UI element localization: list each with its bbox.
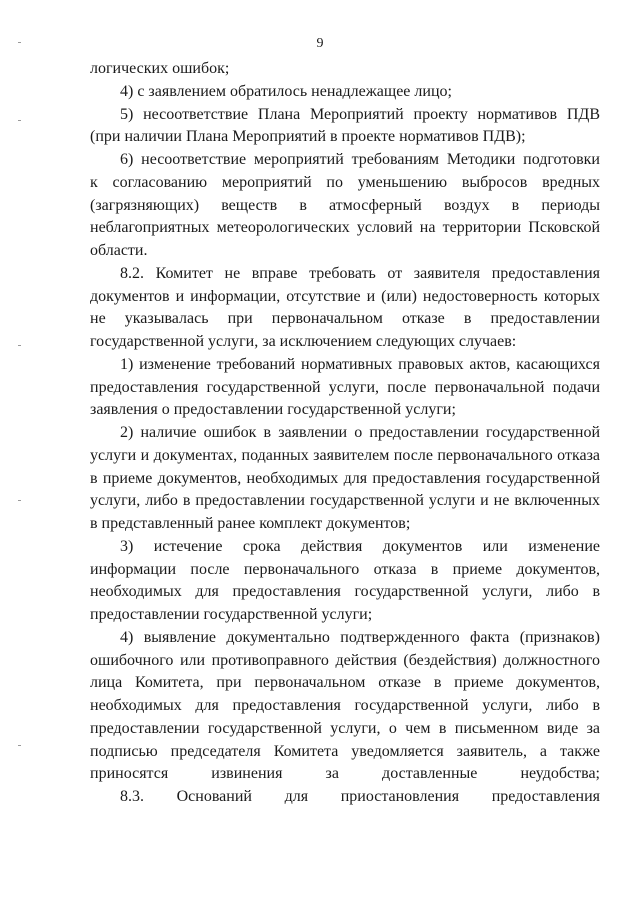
text-line: (загрязняющих) веществ в атмосферный воздух в периоды [90,196,600,214]
text-line: в представленный ранее комплект документов; [90,515,411,532]
text-line: приносятся извинения за доставленные неудобства; [90,765,600,783]
text-line: лица Комитета, при первоначальном отказе в приеме документов, [90,674,600,692]
text-line: (при наличии Плана Мероприятий в проекте нормативов ПДВ); [90,128,526,146]
text-line: 8.3. Оснований для приостановления предоставления [120,788,600,805]
page-number: 9 [316,36,324,51]
text-line: 6) несоответствие мероприятий требованиям Методики подготовки [120,151,600,168]
margin-mark [18,745,21,746]
text-line: услуги, либо в предоставлении государственной услуги и не включенных [90,492,600,510]
text-line: необходимых для предоставления государственной услуги, либо в [90,583,600,601]
text-line: 1) изменение требований нормативных правовых актов, касающихся [120,355,600,373]
text-line: подписью председателя Комитета уведомляется заявитель, а также [90,742,600,760]
text-line: 5) несоответствие Плана Мероприятий проекту нормативов ПДВ [120,105,600,123]
text-line: 2) наличие ошибок в заявлении о предоставлении государственной [120,424,600,441]
text-line: 3) истечение срока действия документов или изменение [120,537,600,555]
text-line: 4) с заявлением обратилось ненадлежащее лицо; [120,82,452,100]
text-line: документов и информации, отсутствие и (или) недостоверность которых [90,287,600,305]
text-line: информации после первоначального отказа в приеме документов, [90,560,600,578]
text-line: неблагоприятных метеорологических условий на территории Псковской [90,219,600,237]
text-line: области. [90,242,148,259]
text-line: предоставлении государственной услуги, о чем в письменном виде за [90,719,600,737]
text-line: к согласованию мероприятий по уменьшению выбросов вредных [90,173,600,191]
text-line: логических ошибок; [90,60,230,77]
margin-mark [18,120,21,121]
text-line: 8.2. Комитет не вправе требовать от заявителя предоставления [120,264,600,282]
text-line: услуги и документах, поданных заявителем после первоначального отказа [90,446,600,464]
text-line: ошибочного или противоправного действия (бездействия) должностного [90,651,600,669]
text-line: в приеме документов, необходимых для предоставления государственной [90,469,600,487]
margin-mark [18,500,21,501]
text-line: необходимых для предоставления государственной услуги, либо в [90,697,600,714]
margin-mark [18,345,21,346]
text-line: заявления о предоставлении государственной услуги; [90,401,456,419]
text-line: предоставлении государственной услуги; [90,606,373,623]
text-line: предоставления государственной услуги, после первоначальной подачи [90,378,600,396]
text-line: государственной услуги, за исключением следующих случаев: [90,333,517,350]
text-line: не указывалась при первоначальном отказе в предоставлении [90,310,600,328]
text-line: 4) выявление документально подтвержденного факта (признаков) [120,628,600,646]
document-body [90,58,600,809]
